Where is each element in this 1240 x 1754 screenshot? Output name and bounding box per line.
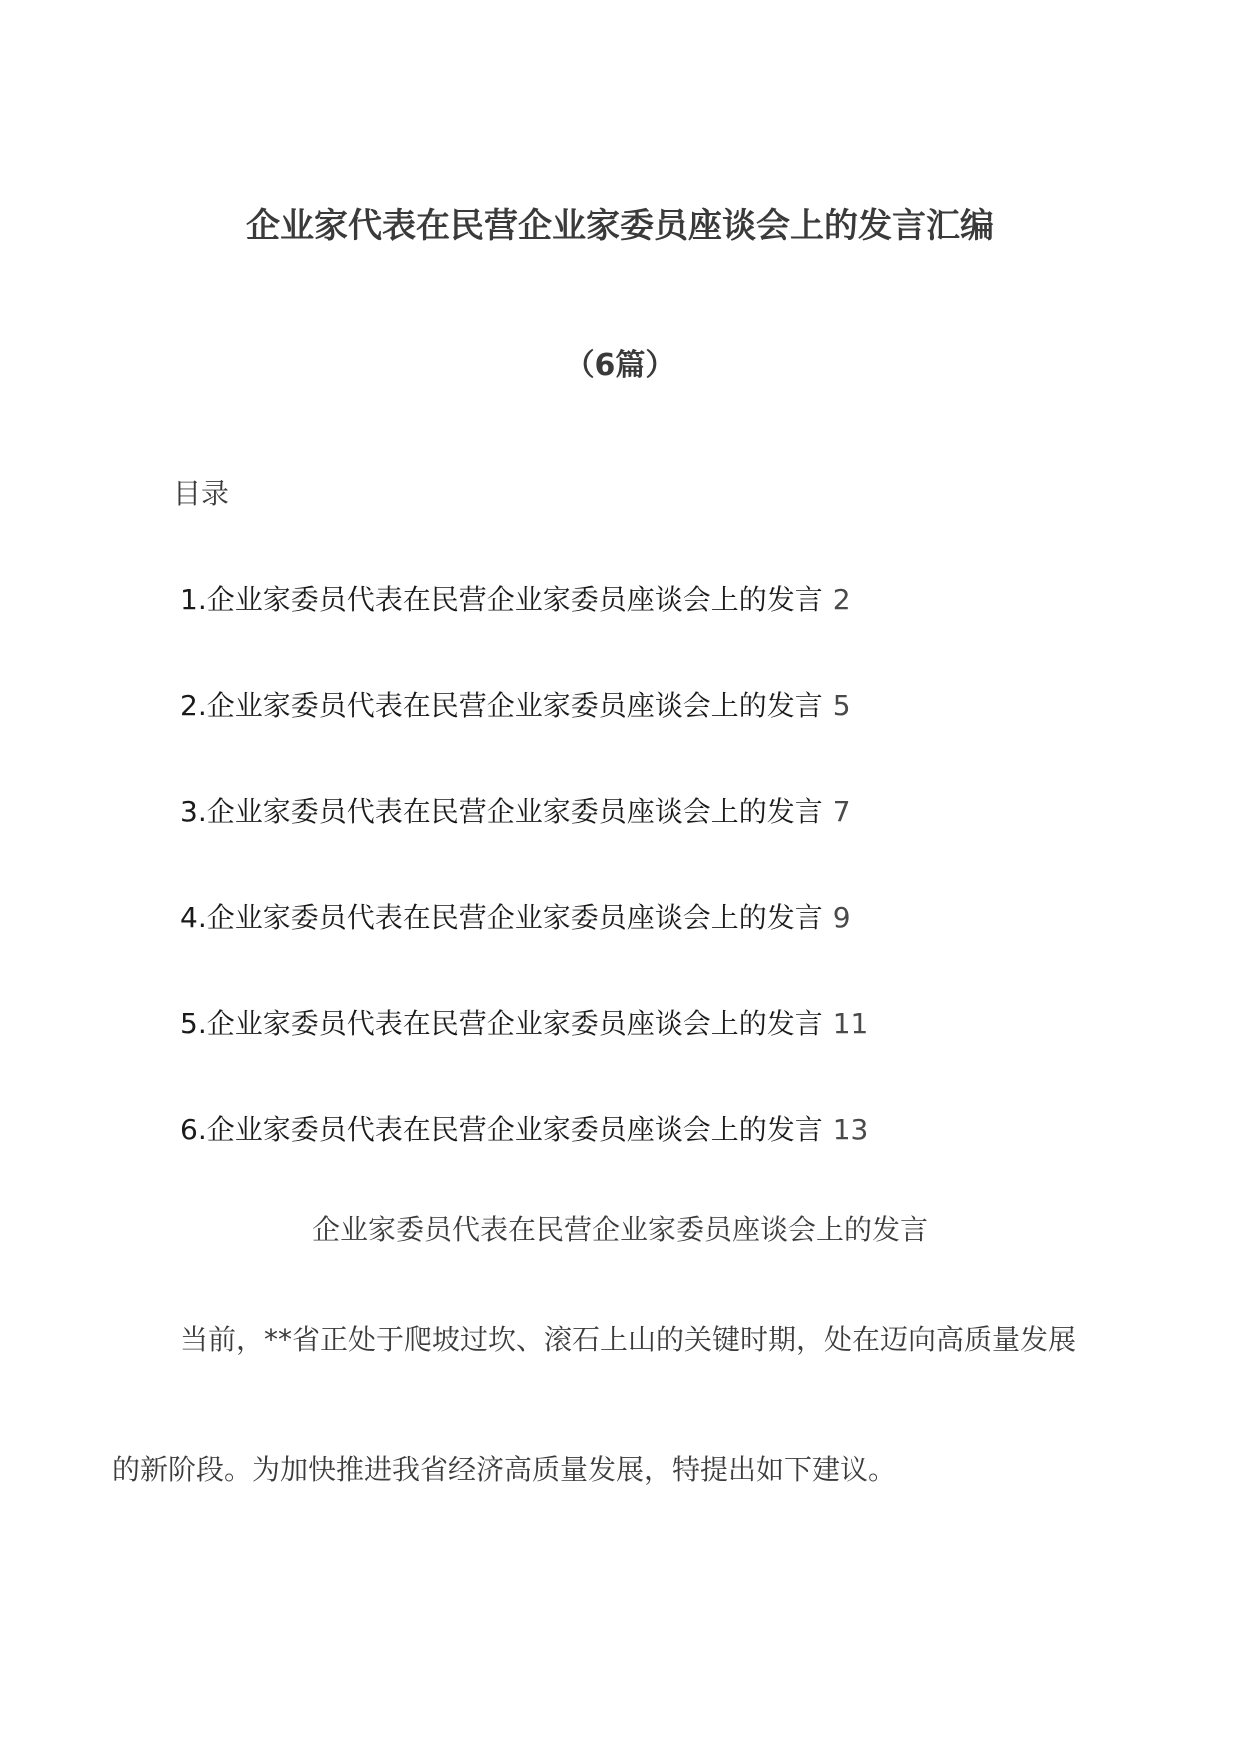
toc-item-page-number: 11	[832, 1007, 869, 1040]
toc-item-label: 3.企业家委员代表在民营企业家委员座谈会上的发言	[180, 795, 823, 828]
toc-item-label: 6.企业家委员代表在民营企业家委员座谈会上的发言	[180, 1113, 823, 1146]
toc-item-page-number: 7	[832, 795, 851, 828]
toc-item-label: 5.企业家委员代表在民营企业家委员座谈会上的发言	[180, 1007, 823, 1040]
toc-item-label: 2.企业家委员代表在民营企业家委员座谈会上的发言	[180, 689, 823, 722]
toc-item-page-number: 9	[832, 901, 851, 934]
toc-item-page-number: 13	[832, 1113, 869, 1146]
toc-item-1[interactable]	[180, 580, 851, 620]
toc-item-3[interactable]	[180, 792, 851, 832]
toc-item-page-number: 2	[832, 583, 851, 616]
section-title: 企业家委员代表在民营企业家委员座谈会上的发言	[311, 1213, 928, 1246]
paragraph-line-1: 当前，**省正处于爬坡过坎、滚石上山的关键时期，处在迈向高质量发展	[180, 1323, 1077, 1356]
toc-item-6[interactable]	[180, 1110, 868, 1150]
toc-item-4[interactable]	[180, 898, 851, 938]
document-title: 企业家代表在民营企业家委员座谈会上的发言汇编	[246, 206, 994, 246]
toc-item-5[interactable]	[180, 1004, 868, 1044]
toc-item-2[interactable]	[180, 686, 851, 726]
paragraph-line-2: 的新阶段。为加快推进我省经济高质量发展，特提出如下建议。	[112, 1453, 897, 1486]
document-subtitle: （6篇）	[564, 348, 676, 383]
toc-item-label: 4.企业家委员代表在民营企业家委员座谈会上的发言	[180, 901, 823, 934]
toc-item-page-number: 5	[832, 689, 851, 722]
toc-heading: 目录	[173, 477, 230, 510]
toc-item-label: 1.企业家委员代表在民营企业家委员座谈会上的发言	[180, 583, 823, 616]
